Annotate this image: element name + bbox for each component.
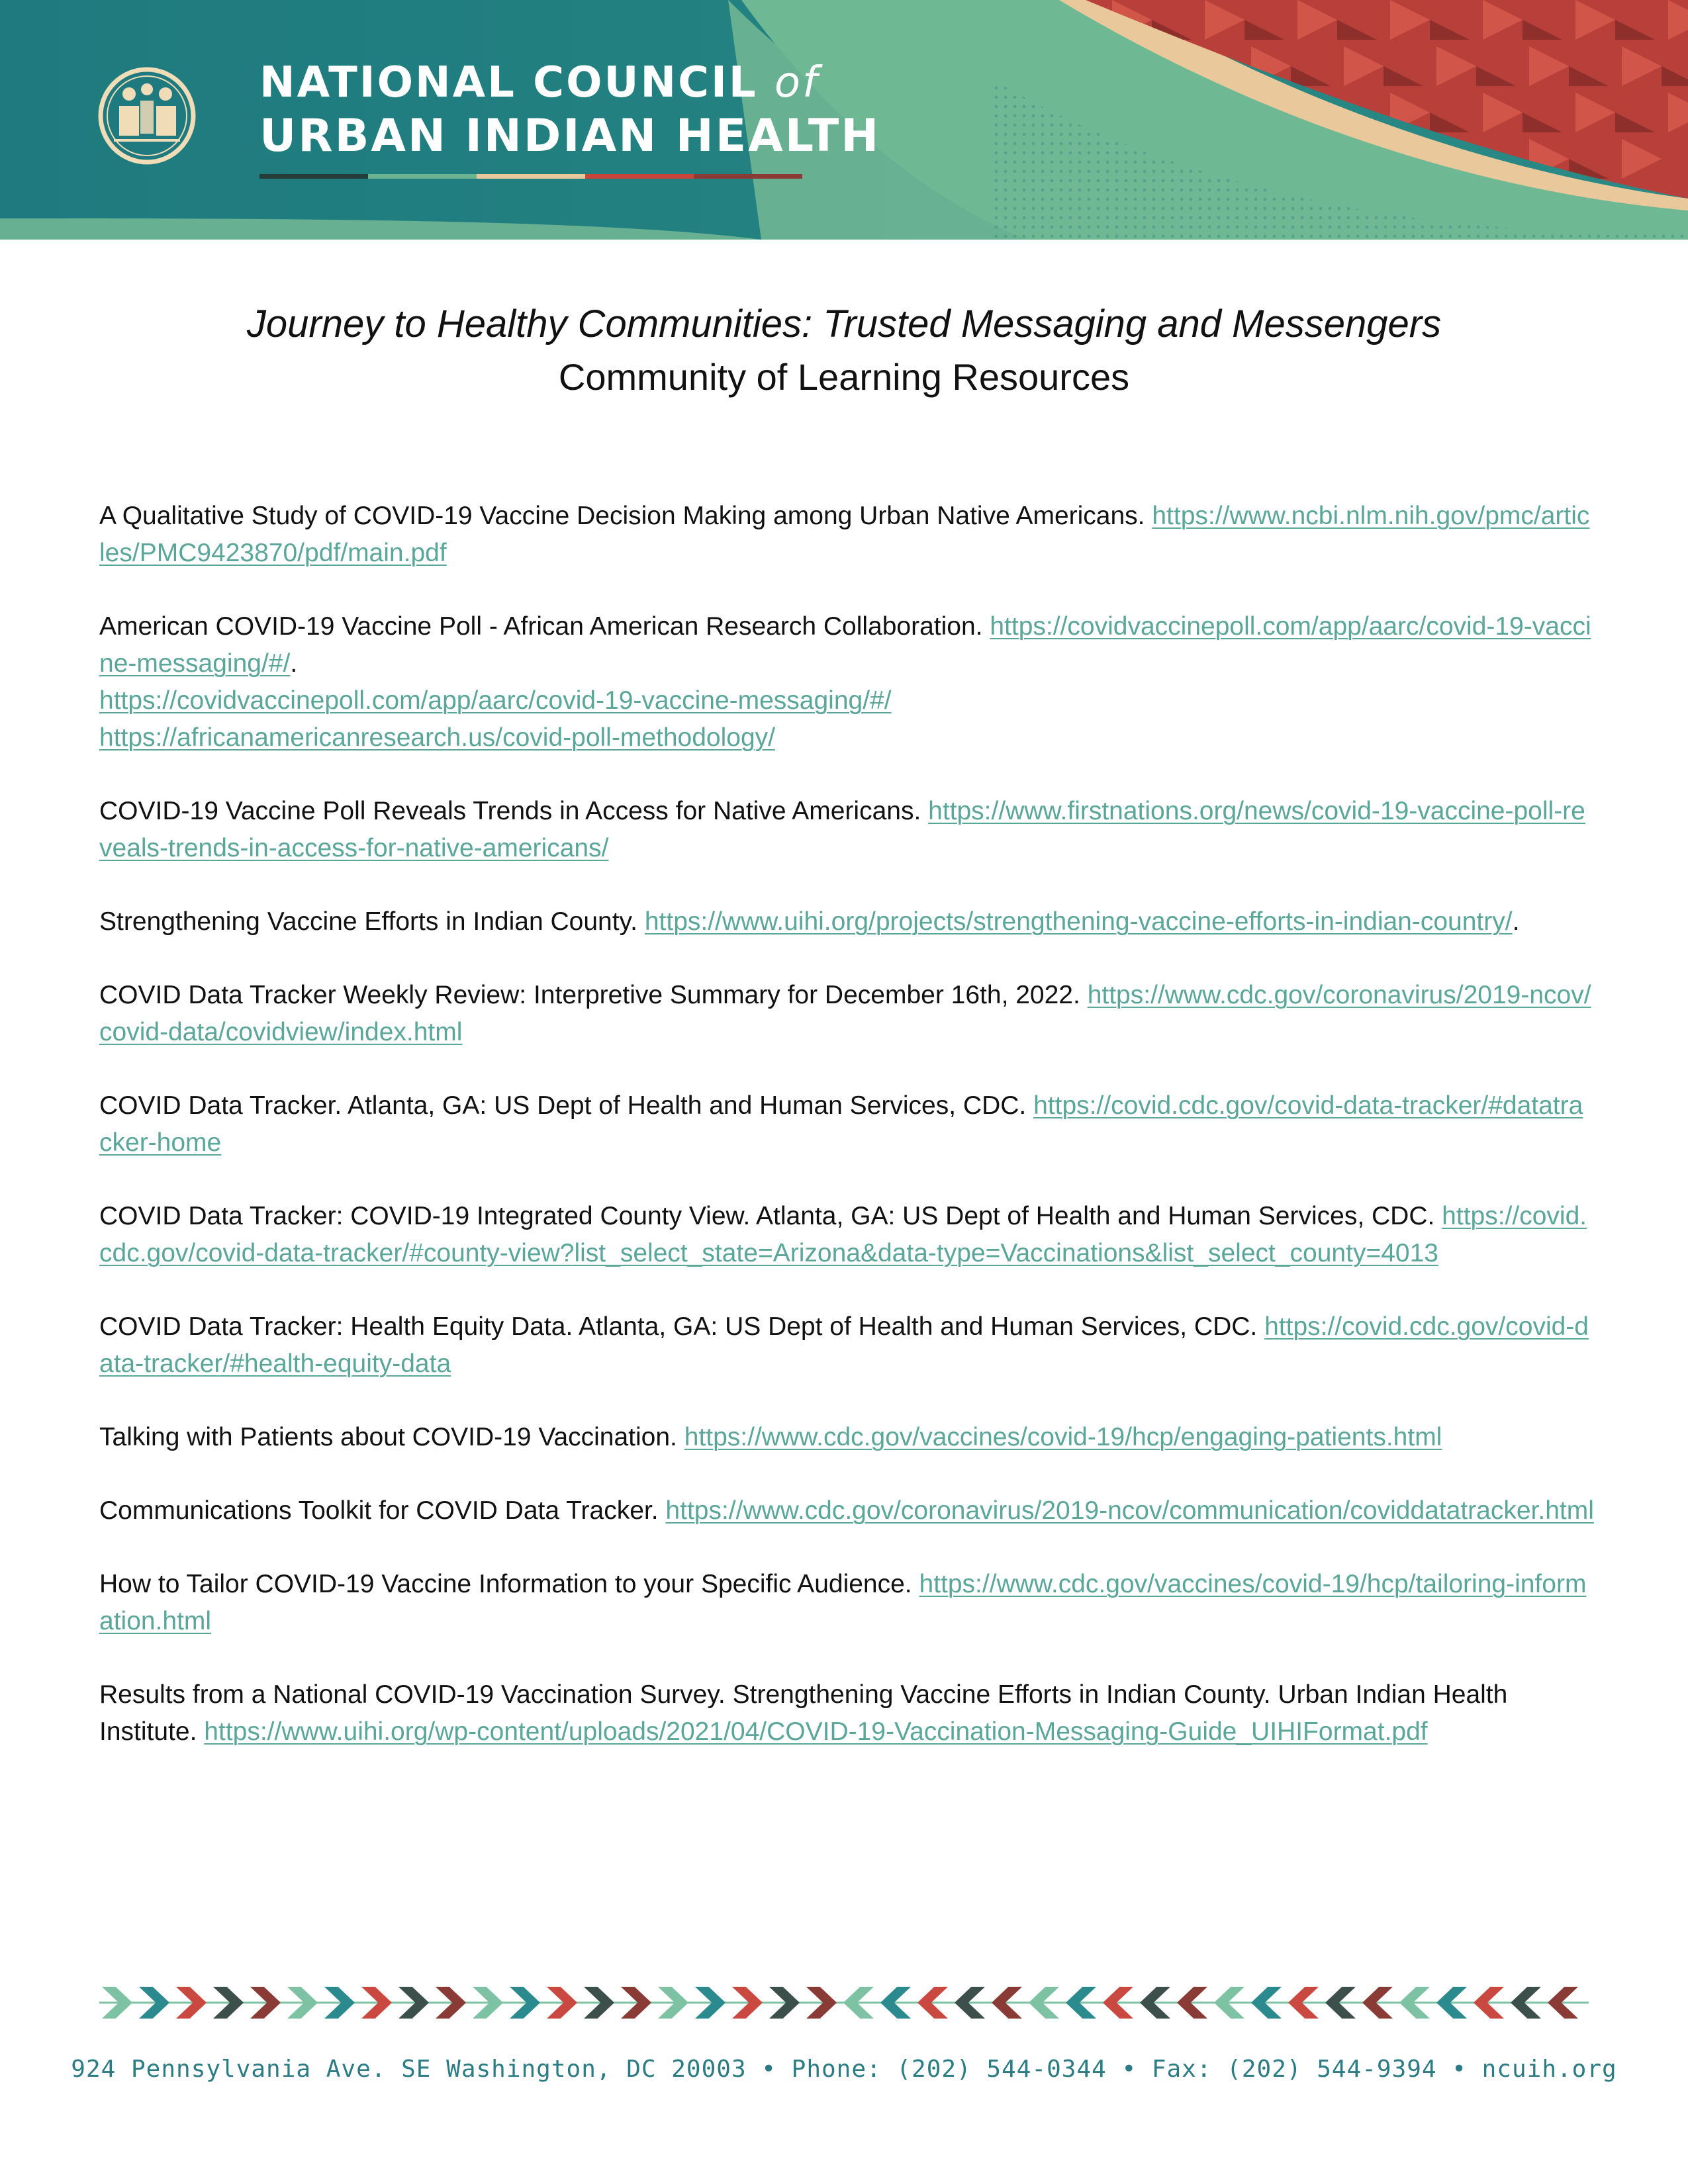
org-name-text: NATIONAL COUNCIL [259, 58, 758, 107]
resource-link[interactable]: https://www.firstnations.org/news/covid-19-vaccine-poll-reveals-trends-in-access-for-native-americans/ [99, 797, 1585, 862]
resource-list [99, 498, 1595, 1787]
resource-entry [99, 1198, 1595, 1272]
org-name-line1 [259, 58, 820, 107]
resource-paragraph [99, 1198, 1595, 1272]
resource-paragraph [99, 608, 1595, 756]
resource-paragraph [99, 1308, 1595, 1383]
resource-link[interactable]: https://covid.cdc.gov/covid-data-tracker/#health-equity-data [99, 1312, 1589, 1378]
resource-paragraph [99, 498, 1595, 572]
resource-link[interactable]: https://www.cdc.gov/vaccines/covid-19/hcp/tailoring-information.html [99, 1570, 1587, 1635]
resource-link[interactable]: https://covid.cdc.gov/covid-data-tracker/#county-view?list_select_state=Arizona&data-type=Vaccinations&list_select_county=4013 [99, 1202, 1587, 1267]
resource-link[interactable]: https://www.ncbi.nlm.nih.gov/pmc/articles/PMC9423870/pdf/main.pdf [99, 502, 1590, 567]
resource-title: COVID Data Tracker: Health Equity Data. Atlanta, GA: US Dept of Health and Human Services, CDC. [99, 1312, 1258, 1341]
resource-link[interactable]: https://www.cdc.gov/vaccines/covid-19/hcp/engaging-patients.html [684, 1423, 1442, 1451]
resource-link[interactable]: https://africanamericanresearch.us/covid-poll-methodology/ [99, 723, 775, 752]
resource-title: How to Tailor COVID-19 Vaccine Information to your Specific Audience. [99, 1570, 912, 1598]
header-banner [0, 0, 1688, 240]
footer-arrow-pattern [99, 1981, 1589, 2024]
resource-paragraph [99, 1676, 1595, 1751]
resource-link[interactable]: https://www.cdc.gov/coronavirus/2019-ncov/communication/coviddatatracker.html [665, 1496, 1594, 1525]
resource-entry [99, 1566, 1595, 1640]
resource-entry [99, 1676, 1595, 1751]
resource-link[interactable]: https://covidvaccinepoll.com/app/aarc/covid-19-vaccine-messaging/#/ [99, 686, 892, 715]
resource-paragraph [99, 903, 1595, 940]
resource-entry [99, 793, 1595, 867]
resource-paragraph [99, 1087, 1595, 1161]
resource-title: COVID Data Tracker: COVID-19 Integrated County View. Atlanta, GA: US Dept of Health and Human Services, CDC. [99, 1202, 1435, 1230]
page-title: Journey to Healthy Communities: Trusted Messaging and Messengers [246, 302, 1442, 345]
resource-title: Results from a National COVID-19 Vaccination Survey. Strengthening Vaccine Efforts in Indian County. Urban Indian Health Institute. [99, 1680, 1508, 1746]
resource-paragraph [99, 977, 1595, 1051]
resource-title: Strengthening Vaccine Efforts in Indian County. [99, 907, 638, 936]
title-underline-bar [259, 174, 802, 179]
resource-title: American COVID-19 Vaccine Poll - African American Research Collaboration. [99, 612, 983, 641]
resource-link[interactable]: https://covid.cdc.gov/covid-data-tracker/#datatracker-home [99, 1091, 1583, 1157]
arrow-pattern-graphic [99, 1981, 1589, 2024]
resource-entry [99, 1087, 1595, 1161]
resource-title: Communications Toolkit for COVID Data Tracker. [99, 1496, 659, 1525]
resource-entry [99, 1492, 1595, 1529]
page-subtitle: Community of Learning Resources [558, 356, 1130, 398]
resource-link[interactable]: https://covidvaccinepoll.com/app/aarc/covid-19-vaccine-messaging/#/ [99, 612, 1591, 678]
resource-title: COVID Data Tracker Weekly Review: Interpretive Summary for December 16th, 2022. [99, 981, 1080, 1009]
footer-address: 924 Pennsylvania Ave. SE Washington, DC 20003 • Phone: (202) 544-0344 • Fax: (202) 544-9394 • ncuih.org [71, 2056, 1617, 2083]
resource-link[interactable]: https://www.cdc.gov/coronavirus/2019-ncov/covid-data/covidview/index.html [99, 981, 1591, 1046]
resource-paragraph [99, 1492, 1595, 1529]
resource-paragraph [99, 793, 1595, 867]
resource-link[interactable]: https://www.uihi.org/projects/strengthening-vaccine-efforts-in-indian-country/ [644, 907, 1513, 936]
resource-entry [99, 1308, 1595, 1383]
resource-paragraph [99, 1419, 1595, 1456]
resource-entry [99, 608, 1595, 756]
resource-title: COVID Data Tracker. Atlanta, GA: US Dept of Health and Human Services, CDC. [99, 1091, 1027, 1120]
resource-entry [99, 498, 1595, 572]
resource-title: COVID-19 Vaccine Poll Reveals Trends in Access for Native Americans. [99, 797, 921, 825]
ncuih-seal-icon [101, 69, 193, 162]
link-suffix: . [1512, 907, 1520, 936]
resource-entry [99, 1419, 1595, 1456]
org-name-of: of [774, 58, 820, 107]
resource-entry [99, 903, 1595, 940]
link-suffix: . [290, 649, 298, 678]
resource-paragraph [99, 1566, 1595, 1640]
resource-title: A Qualitative Study of COVID-19 Vaccine Decision Making among Urban Native Americans. [99, 502, 1145, 530]
resource-link[interactable]: https://www.uihi.org/wp-content/uploads/2021/04/COVID-19-Vaccination-Messaging-Guide_UIHIFormat.pdf [204, 1717, 1428, 1746]
resource-title: Talking with Patients about COVID-19 Vaccination. [99, 1423, 677, 1451]
org-name-line2: URBAN INDIAN HEALTH [259, 110, 881, 162]
resource-entry [99, 977, 1595, 1051]
